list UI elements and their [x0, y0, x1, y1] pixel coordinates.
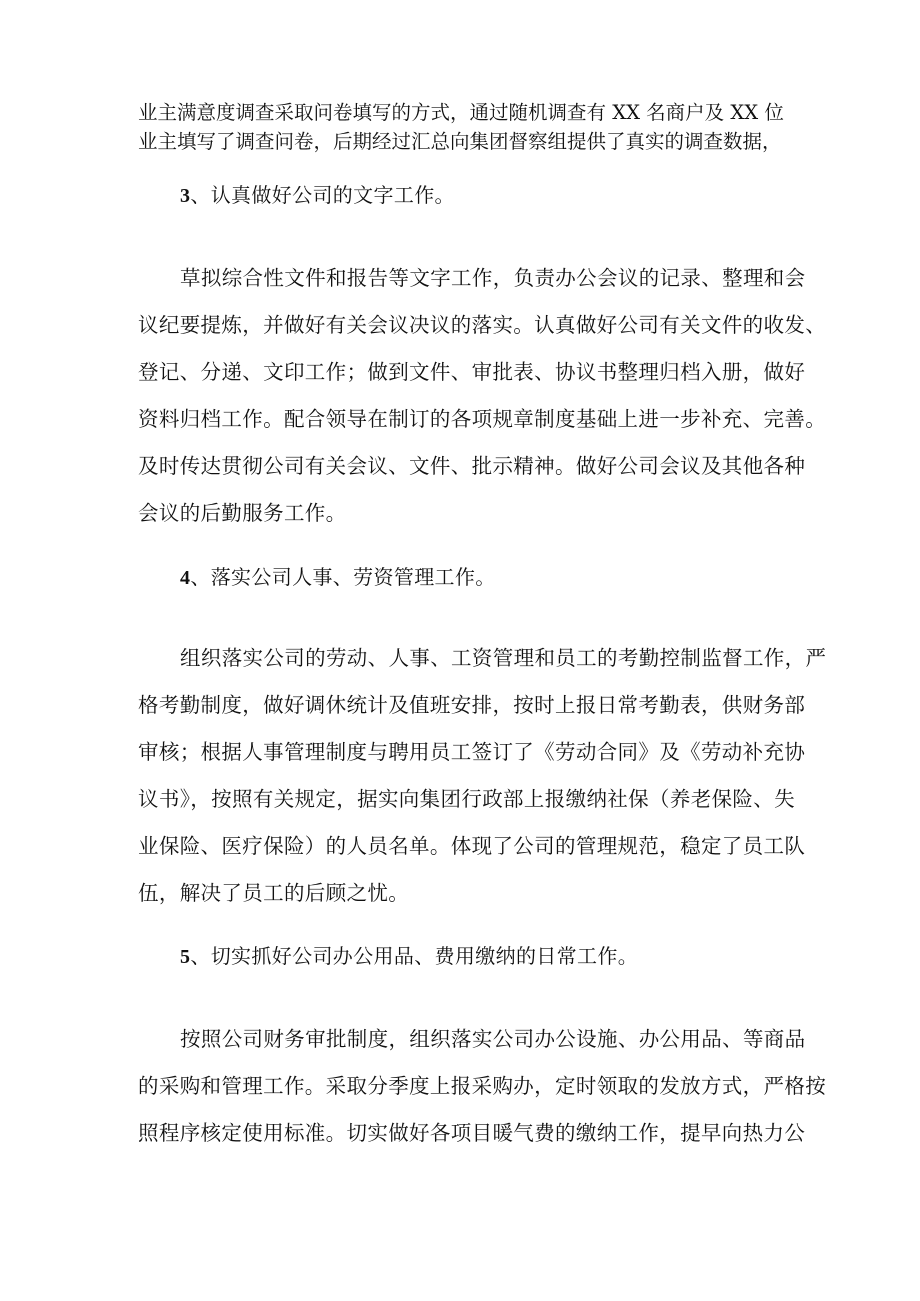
- section-3-line-2: 议纪要提炼，并做好有关会议决议的落实。认真做好公司有关文件的收发、: [138, 313, 827, 337]
- section-4-line-6: 伍，解决了员工的后顾之忧。: [138, 881, 410, 905]
- intro-line-1: 业主满意度调查采取问卷填写的方式，通过随机调查有 XX 名商户及 XX 位: [138, 101, 784, 124]
- section-3-number: 3: [180, 185, 191, 207]
- section-4-line-1: 组织落实公司的劳动、人事、工资管理和员工的考勤控制监督工作，严: [180, 646, 827, 670]
- section-4-number: 4: [180, 567, 191, 589]
- section-3-line-3: 登记、分递、文印工作；做到文件、审批表、协议书整理归档入册，做好: [138, 360, 806, 384]
- section-5-number: 5: [180, 946, 191, 968]
- section-5-line-3: 照程序核定使用标准。切实做好各项目暖气费的缴纳工作，提早向热力公: [138, 1121, 806, 1145]
- section-4-line-3: 审核；根据人事管理制度与聘用员工签订了《劳动合同》及《劳动补充协: [138, 740, 806, 764]
- section-3-line-4: 资料归档工作。配合领导在制订的各项规章制度基础上进一步补充、完善。: [138, 407, 827, 431]
- section-3-line-5: 及时传达贯彻公司有关会议、文件、批示精神。做好公司会议及其他各种: [138, 454, 806, 478]
- section-4-line-4: 议书》，按照有关规定，据实向集团行政部上报缴纳社保（养老保险、失: [138, 787, 795, 811]
- section-5-line-2: 的采购和管理工作。采取分季度上报采购办，定时领取的发放方式，严格按: [138, 1074, 827, 1098]
- section-5-heading: [180, 943, 638, 970]
- section-5-line-1: 按照公司财务审批制度，组织落实公司办公设施、办公用品、等商品: [180, 1027, 806, 1051]
- section-4-line-5: 业保险、医疗保险）的人员名单。体现了公司的管理规范，稳定了员工队: [138, 834, 806, 858]
- section-4-heading: [180, 564, 496, 591]
- section-4-line-2: 格考勤制度，做好调休统计及值班安排，按时上报日常考勤表，供财务部: [138, 693, 806, 717]
- section-5-title: 、切实抓好公司办公用品、费用缴纳的日常工作。: [190, 944, 639, 968]
- section-3-title: 、认真做好公司的文字工作。: [190, 183, 455, 207]
- section-3-line-6: 会议的后勤服务工作。: [138, 501, 347, 525]
- section-4-title: 、落实公司人事、劳资管理工作。: [190, 565, 496, 589]
- intro-line-2: 业主填写了调查问卷，后期经过汇总向集团督察组提供了真实的调查数据，: [138, 130, 782, 153]
- section-3-heading: [180, 182, 455, 209]
- section-3-line-1: 草拟综合性文件和报告等文字工作，负责办公会议的记录、整理和会: [180, 266, 806, 290]
